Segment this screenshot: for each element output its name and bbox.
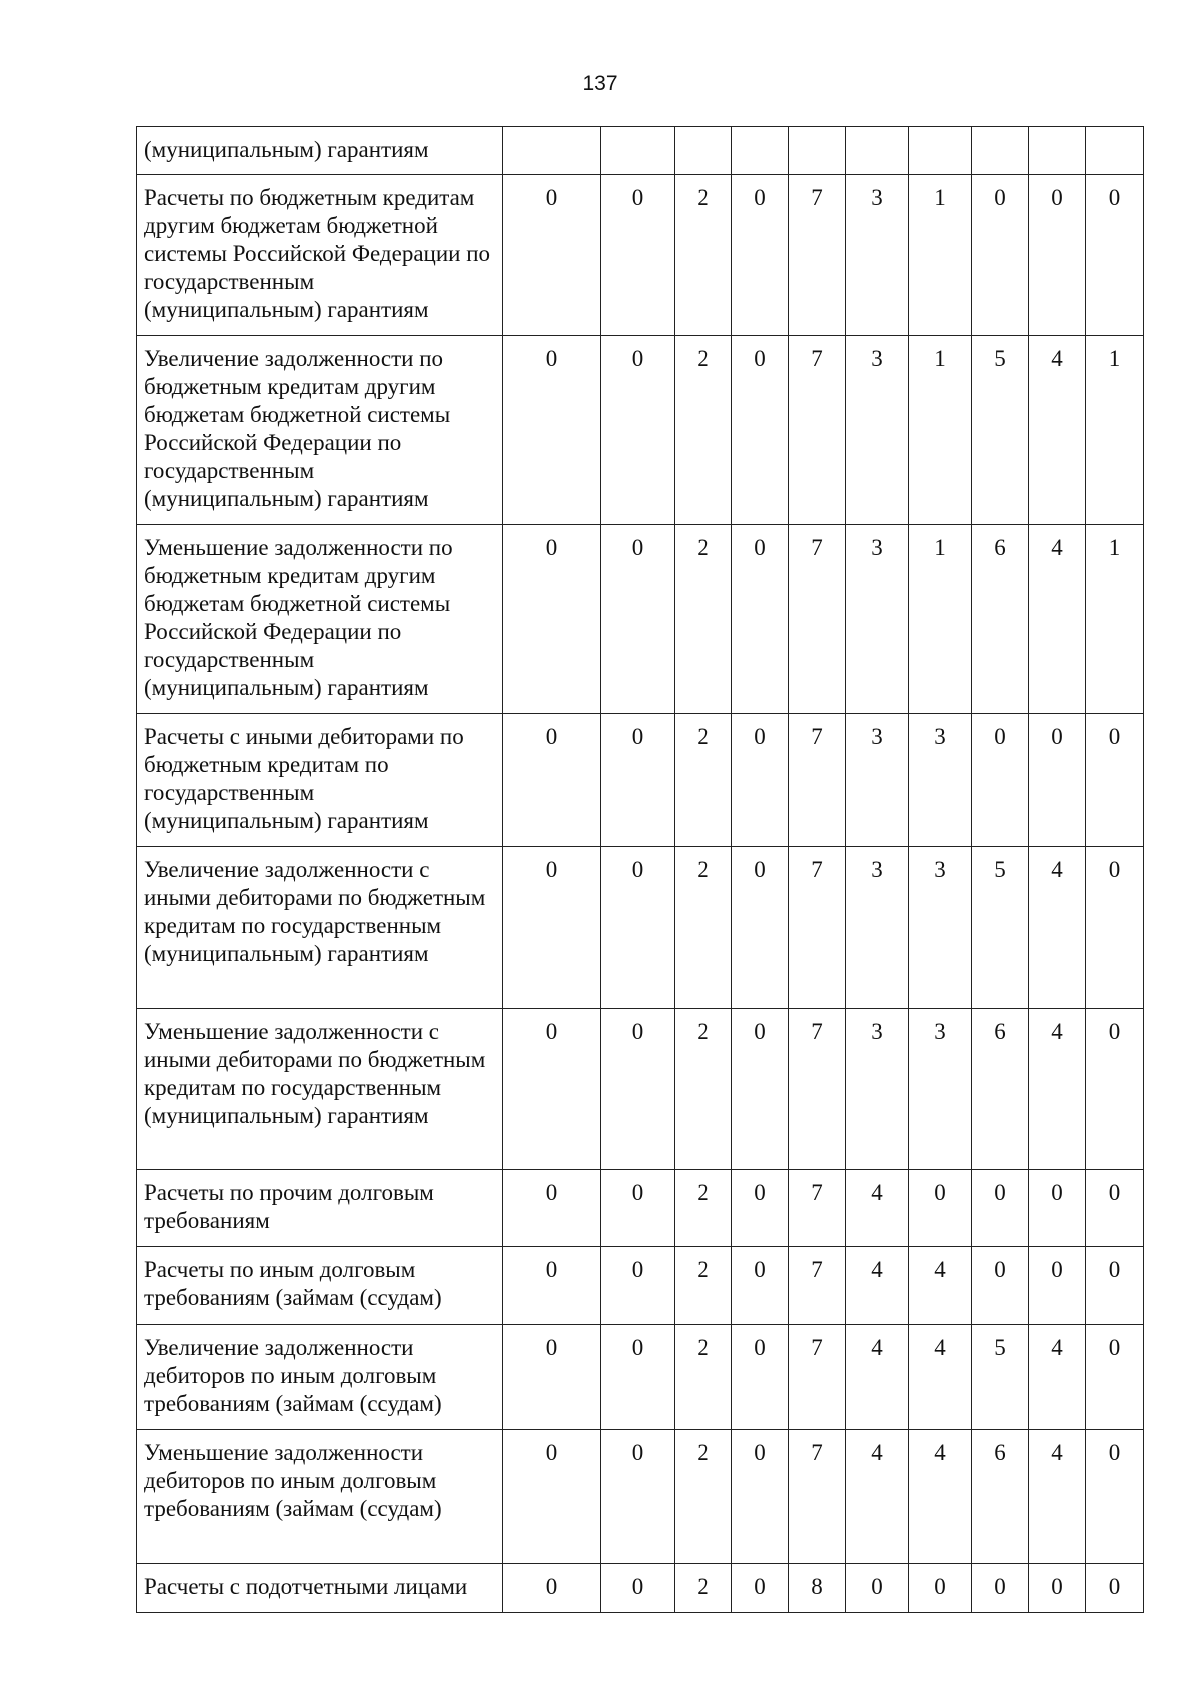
code-digit: 4: [1029, 1009, 1086, 1170]
row-label: Уменьшение задолженности с иными дебиторами по бюджетным кредитам по государственным (муниципальным) гарантиям: [137, 1009, 503, 1170]
code-digit: 0: [732, 714, 789, 847]
code-digit: 4: [1029, 525, 1086, 714]
code-digit: 8: [789, 1564, 846, 1613]
code-digit: 4: [1029, 336, 1086, 525]
code-digit: 0: [972, 1564, 1029, 1613]
code-digit: 0: [732, 1247, 789, 1325]
code-digit: 0: [1086, 1009, 1144, 1170]
code-digit: 0: [601, 1170, 675, 1247]
table-row: [137, 714, 1144, 847]
code-digit: 2: [675, 525, 732, 714]
code-digit: 0: [732, 1430, 789, 1564]
code-digit: [846, 127, 909, 175]
code-digit: 0: [601, 1325, 675, 1430]
code-digit: 7: [789, 847, 846, 1009]
code-digit: 7: [789, 1430, 846, 1564]
code-digit: 6: [972, 1009, 1029, 1170]
code-digit: 2: [675, 1170, 732, 1247]
table-row: [137, 1564, 1144, 1613]
code-digit: 3: [846, 847, 909, 1009]
table-row: [137, 127, 1144, 175]
table-row: [137, 175, 1144, 336]
code-digit: 0: [732, 525, 789, 714]
code-digit: 3: [909, 714, 972, 847]
code-digit: 0: [972, 1247, 1029, 1325]
code-digit: 0: [601, 336, 675, 525]
code-digit: 0: [732, 1564, 789, 1613]
code-digit: 0: [503, 1325, 601, 1430]
code-digit: 0: [972, 1170, 1029, 1247]
code-digit: 2: [675, 336, 732, 525]
code-digit: 0: [503, 847, 601, 1009]
code-digit: 4: [1029, 847, 1086, 1009]
code-digit: 0: [1086, 1170, 1144, 1247]
table-row: [137, 1170, 1144, 1247]
code-digit: 7: [789, 714, 846, 847]
code-digit: 0: [601, 175, 675, 336]
code-digit: [503, 127, 601, 175]
table-row: [137, 1247, 1144, 1325]
code-digit: 0: [1086, 847, 1144, 1009]
code-digit: 0: [972, 175, 1029, 336]
code-digit: 0: [1086, 714, 1144, 847]
code-digit: 7: [789, 1247, 846, 1325]
code-digit: 4: [846, 1430, 909, 1564]
code-digit: 1: [1086, 525, 1144, 714]
row-label: Расчеты по иным долговым требованиям (займам (ссудам): [137, 1247, 503, 1325]
row-label: Расчеты по бюджетным кредитам другим бюджетам бюджетной системы Российской Федерации по государственным (муниципальным) гарантиям: [137, 175, 503, 336]
code-digit: 0: [503, 1009, 601, 1170]
code-digit: 4: [909, 1430, 972, 1564]
code-digit: 0: [601, 1247, 675, 1325]
code-digit: 0: [503, 714, 601, 847]
code-digit: 0: [503, 525, 601, 714]
code-digit: 4: [846, 1325, 909, 1430]
code-digit: 1: [909, 525, 972, 714]
code-digit: 7: [789, 175, 846, 336]
code-digit: 0: [732, 847, 789, 1009]
page-number: 137: [582, 72, 618, 95]
code-digit: 4: [846, 1247, 909, 1325]
code-digit: 2: [675, 1009, 732, 1170]
row-label: Увеличение задолженности дебиторов по иным долговым требованиям (займам (ссудам): [137, 1325, 503, 1430]
code-digit: 1: [909, 336, 972, 525]
code-digit: 0: [909, 1170, 972, 1247]
code-digit: 7: [789, 525, 846, 714]
code-digit: [1086, 127, 1144, 175]
code-digit: 0: [503, 175, 601, 336]
code-digit: 3: [909, 847, 972, 1009]
code-digit: 0: [503, 1564, 601, 1613]
code-digit: 4: [909, 1247, 972, 1325]
code-digit: 6: [972, 525, 1029, 714]
code-digit: 3: [909, 1009, 972, 1170]
code-digit: 4: [1029, 1325, 1086, 1430]
table-row: [137, 847, 1144, 1009]
code-digit: 5: [972, 336, 1029, 525]
code-digit: 7: [789, 1009, 846, 1170]
code-digit: 0: [1029, 1247, 1086, 1325]
code-digit: 5: [972, 1325, 1029, 1430]
code-digit: 1: [1086, 336, 1144, 525]
code-digit: 0: [732, 1009, 789, 1170]
code-digit: 0: [732, 336, 789, 525]
code-digit: 3: [846, 1009, 909, 1170]
code-digit: 2: [675, 1247, 732, 1325]
code-digit: 0: [601, 847, 675, 1009]
row-label: Увеличение задолженности с иными дебиторами по бюджетным кредитам по государственным (муниципальным) гарантиям: [137, 847, 503, 1009]
code-digit: 2: [675, 1325, 732, 1430]
code-digit: 0: [1086, 1247, 1144, 1325]
code-digit: 6: [972, 1430, 1029, 1564]
row-label: Увеличение задолженности по бюджетным кредитам другим бюджетам бюджетной системы Российской Федерации по государственным (муниципальным) гарантиям: [137, 336, 503, 525]
table-row: [137, 1325, 1144, 1430]
code-digit: 0: [1029, 714, 1086, 847]
code-digit: 3: [846, 175, 909, 336]
code-digit: 2: [675, 1430, 732, 1564]
code-digit: 0: [1029, 1564, 1086, 1613]
code-digit: 2: [675, 175, 732, 336]
code-digit: [732, 127, 789, 175]
code-digit: 7: [789, 336, 846, 525]
code-digit: 0: [1029, 1170, 1086, 1247]
table-row: [137, 336, 1144, 525]
code-digit: 0: [732, 1170, 789, 1247]
code-digit: 0: [972, 714, 1029, 847]
row-label: Уменьшение задолженности по бюджетным кредитам другим бюджетам бюджетной системы Российской Федерации по государственным (муниципальным) гарантиям: [137, 525, 503, 714]
code-digit: 0: [503, 1247, 601, 1325]
code-digit: 0: [1029, 175, 1086, 336]
code-digit: 2: [675, 1564, 732, 1613]
row-label: Уменьшение задолженности дебиторов по иным долговым требованиям (займам (ссудам): [137, 1430, 503, 1564]
code-digit: 4: [1029, 1430, 1086, 1564]
code-digit: 0: [1086, 175, 1144, 336]
code-digit: 0: [503, 1430, 601, 1564]
table-row: [137, 1430, 1144, 1564]
code-digit: 0: [846, 1564, 909, 1613]
code-digit: [972, 127, 1029, 175]
row-label: Расчеты с подотчетными лицами: [137, 1564, 503, 1613]
code-digit: 0: [601, 714, 675, 847]
code-digit: 0: [601, 1009, 675, 1170]
table-row: [137, 525, 1144, 714]
code-digit: 4: [909, 1325, 972, 1430]
code-digit: 3: [846, 336, 909, 525]
code-digit: 3: [846, 714, 909, 847]
code-digit: 0: [601, 1564, 675, 1613]
code-digit: 0: [732, 1325, 789, 1430]
code-digit: 0: [503, 336, 601, 525]
row-label: Расчеты с иными дебиторами по бюджетным кредитам по государственным (муниципальным) гарантиям: [137, 714, 503, 847]
code-digit: 1: [909, 175, 972, 336]
code-digit: 4: [846, 1170, 909, 1247]
code-digit: 5: [972, 847, 1029, 1009]
code-digit: 3: [846, 525, 909, 714]
code-digit: 2: [675, 847, 732, 1009]
code-digit: [789, 127, 846, 175]
row-label: Расчеты по прочим долговым требованиям: [137, 1170, 503, 1247]
code-digit: 0: [732, 175, 789, 336]
code-digit: 0: [909, 1564, 972, 1613]
code-digit: [1029, 127, 1086, 175]
code-digit: 7: [789, 1325, 846, 1430]
code-digit: [601, 127, 675, 175]
code-digit: 2: [675, 714, 732, 847]
code-digit: [909, 127, 972, 175]
code-digit: 0: [1086, 1430, 1144, 1564]
code-digit: 0: [1086, 1564, 1144, 1613]
code-digit: 7: [789, 1170, 846, 1247]
code-digit: [675, 127, 732, 175]
code-digit: 0: [503, 1170, 601, 1247]
table-row: [137, 1009, 1144, 1170]
code-digit: 0: [601, 525, 675, 714]
code-digit: 0: [601, 1430, 675, 1564]
accounts-table: [136, 126, 1144, 1613]
row-label: (муниципальным) гарантиям: [137, 127, 503, 175]
code-digit: 0: [1086, 1325, 1144, 1430]
